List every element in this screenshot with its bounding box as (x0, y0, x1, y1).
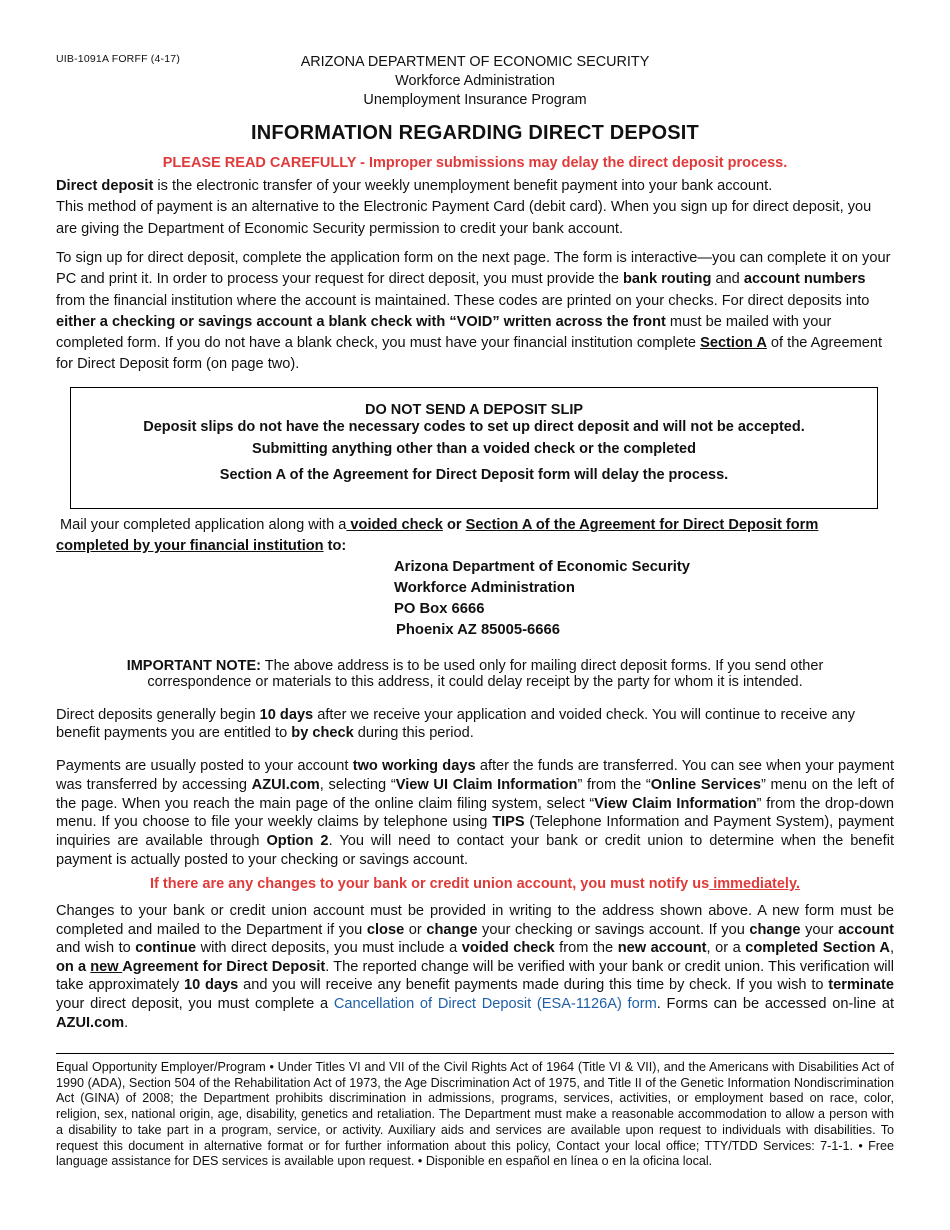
read-carefully-warning: PLEASE READ CAREFULLY - Improper submissions may delay the direct deposit process. (162, 155, 788, 171)
document-title: INFORMATION REGARDING DIRECT DEPOSIT (251, 122, 699, 144)
intro-lead: Direct deposit (56, 178, 154, 194)
address-line-2: Workforce Administration (394, 580, 575, 596)
important-note: IMPORTANT NOTE: The above address is to be used only for mailing direct deposit forms. If you send other correspondence or materials to this address, it could delay receipt by the party for whom it is intended. (126, 658, 824, 690)
notice-line-4: Section A of the Agreement for Direct Deposit form will delay the process. (219, 467, 729, 483)
deposit-slip-notice-box (70, 387, 878, 509)
notice-line-3: Submitting anything other than a voided check or the completed (252, 441, 696, 457)
cancellation-form-link[interactable]: Cancellation of Direct Deposit (ESA-1126A) form (333, 995, 657, 1012)
agency-program: Unemployment Insurance Program (363, 92, 587, 108)
agency-name: ARIZONA DEPARTMENT OF ECONOMIC SECURITY (300, 54, 650, 70)
address-line-1: Arizona Department of Economic Security (394, 559, 690, 575)
form-code: UIB-1091A FORFF (4-17) (56, 53, 181, 65)
address-line-4: Phoenix AZ 85005-6666 (396, 622, 560, 638)
agency-header (0, 53, 950, 110)
notice-heading: DO NOT SEND A DEPOSIT SLIP (364, 402, 584, 418)
agency-division: Workforce Administration (395, 73, 555, 89)
equal-opportunity-footer: Equal Opportunity Employer/Program • Under Titles VI and VII of the Civil Rights Act of 1964 (Title VI & VII), and the Americans with Disabilities Act of 1990 (ADA), Section 504 of the Rehabilitation Act of 1973, the Age Discrimination Act of 1975, and Title II of the Genetic Information Nondiscrimination Act (GINA) of 2008; the Department prohibits discrimination in admissions, programs, services, activities, or employment based on race, color, religion, sex, national origin, age, disability, genetics and retaliation. The Department must make a reasonable accommodation to allow a person with a disability to take part in a program, service, or activity. Auxiliary aids and services are available upon request to individuals with disabilities. To request this document in alternative format or for further information about this policy, Contact your local office; TTY/TDD Services: 7-1-1. • Free language assistance for DES services is available upon request. • Disponible en español en línea o en la oficina local. (56, 1060, 894, 1169)
deposit-timing-paragraph: Direct deposits generally begin 10 days after we receive your application and voided check. You will continue to receive any benefit payments you are entitled to by check during this period. (56, 707, 856, 741)
account-changes-paragraph: Changes to your bank or credit union account must be provided in writing to the address shown above. A new form must be completed and mailed to the Department if you close or change your checking or savings account. If you change your account and wish to continue with direct deposits, you must include a voided check from the new account, or a completed Section A, on a new Agreement for Direct Deposit. The reported change will be verified with your bank or credit union. This verification will take approximately 10 days and you will receive any benefit payments made during this time by check. If you wish to terminate your direct deposit, you must complete a Cancellation of Direct Deposit (ESA-1126A) form. Forms can be accessed on-line at AZUI.com. (56, 903, 895, 1031)
intro-paragraph: Direct deposit is the electronic transfer of your weekly unemployment benefit payment into your bank account. This method of payment is an alternative to the Electronic Payment Card (debit card). When you sign up for direct deposit, you are giving the Department of Economic Security permission to credit your bank account. (56, 178, 872, 237)
footer-divider (56, 1053, 894, 1054)
account-change-warning: If there are any changes to your bank or credit union account, you must notify us immediately. (150, 876, 800, 892)
section-a-ref: Section A (700, 335, 767, 352)
mailing-address (394, 557, 690, 641)
signup-paragraph: To sign up for direct deposit, complete the application form on the next page. The form is interactive—you can complete it on your PC and print it. In order to process your request for direct deposit, you must provide the bank routing and account numbers from the financial institution where the account is maintained. These codes are printed on your checks. For direct deposits into either a checking or savings account a blank check with “VOID” written across the front must be mailed with your completed form. If you do not have a blank check, you must have your financial institution complete Section A of the Agreement for Direct Deposit form (on page two). (56, 250, 891, 373)
intro-second: This method of payment is an alternative to the Electronic Payment Card (debit card). When you sign up for direct deposit, you are giving the Department of Economic Security permission to credit your bank account. (56, 199, 872, 237)
payment-posting-paragraph: Payments are usually posted to your account two working days after the funds are transferred. You can see when your payment was transferred by accessing AZUI.com, selecting “View UI Claim Information” from the “Online Services” menu on the left of the page. When you reach the main page of the online claim filing system, select “View Claim Information” from the drop-down menu. If you choose to file your weekly claims by telephone using TIPS (Telephone Information and Payment System), payment inquiries are available through Option 2. You will need to contact your bank or credit union to determine when the benefit payment is actually posted to your checking or savings account. (56, 758, 895, 868)
notice-line-2: Deposit slips do not have the necessary codes to set up direct deposit and will not be accepted. (143, 419, 805, 435)
mail-instructions: Mail your completed application along with a voided check or Section A of the Agreement for Direct Deposit form completed by your financial institution to: (56, 517, 819, 554)
important-note-label: IMPORTANT NOTE: (126, 658, 261, 674)
address-line-3: PO Box 6666 (394, 601, 485, 617)
